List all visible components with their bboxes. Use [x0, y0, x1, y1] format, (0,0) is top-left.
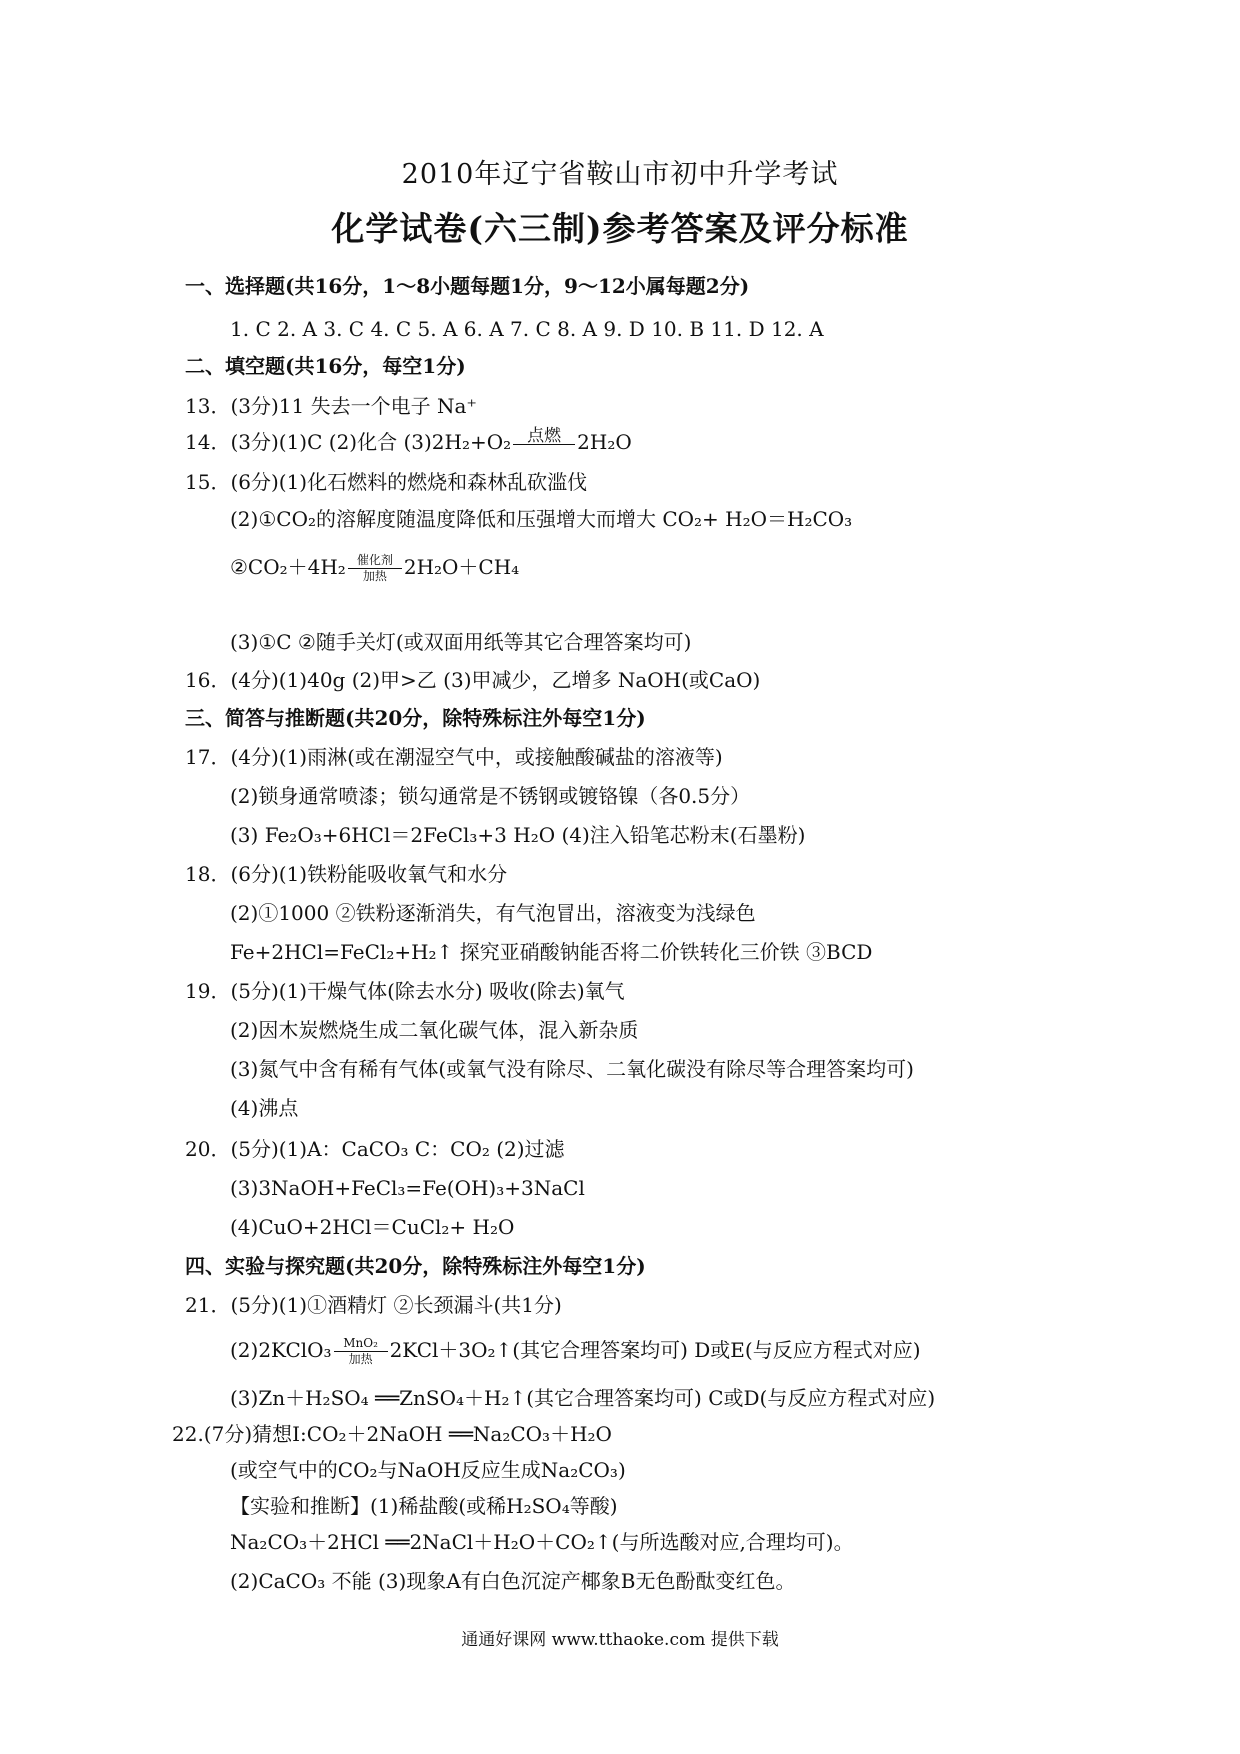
answer-19-part3: (3)氮气中含有稀有气体(或氧气没有除尽、二氧化碳没有除尽等合理答案均可) — [230, 1057, 914, 1081]
answer-22-part5: (2)CaCO₃ 不能 (3)现象A有白色沉淀产椰象B无色酚酞变红色。 — [230, 1569, 796, 1593]
answer-19-part1: 19．(5分)(1)干燥气体(除去水分) 吸收(除去)氧气 — [185, 979, 625, 1003]
answer-14-right: 2H₂O — [577, 430, 632, 454]
answer-18-part1: 18．(6分)(1)铁粉能吸收氧气和水分 — [185, 862, 508, 886]
answer-19-part2: (2)因木炭燃烧生成二氧化碳气体，混入新杂质 — [230, 1018, 639, 1042]
section-1-heading: 一、选择题(共16分，1～8小题每题1分，9～12小属每题2分) — [185, 274, 750, 298]
answer-15-part2: (2)①CO₂的溶解度随温度降低和压强增大而增大 CO₂+ H₂O＝H₂CO₃ — [230, 507, 853, 531]
reaction-condition — [334, 1337, 388, 1366]
section-2-heading: 二、填空题(共16分，每空1分) — [185, 354, 466, 378]
answer-15-equation — [230, 553, 519, 583]
section-3-heading: 三、简答与推断题(共20分，除特殊标注外每空1分) — [185, 706, 646, 730]
answer-21-part1: 21．(5分)(1)①酒精灯 ②长颈漏斗(共1分) — [185, 1293, 562, 1317]
answer-13: 13．(3分)11 失去一个电子 Na⁺ — [185, 394, 477, 418]
answer-22-part2: (或空气中的CO₂与NaOH反应生成Na₂CO₃) — [230, 1458, 626, 1482]
equation-right: 2H₂O＋CH₄ — [403, 555, 520, 579]
answer-17-part1: 17．(4分)(1)雨淋(或在潮湿空气中，或接触酸碱盐的溶液等) — [185, 745, 723, 769]
answer-14 — [185, 425, 632, 458]
answer-22-part4: Na₂CO₃＋2HCl ══2NaCl＋H₂O＋CO₂↑(与所选酸对应,合理均可)。 — [230, 1530, 854, 1554]
answer-18-part2: (2)①1000 ②铁粉逐渐消失，有气泡冒出，溶液变为浅绿色 — [230, 901, 756, 925]
section-4-heading: 四、实验与探究题(共20分，除特殊标注外每空1分) — [185, 1254, 646, 1278]
answer-22-part1: 22.(7分)猜想Ⅰ:CO₂＋2NaOH ══Na₂CO₃＋H₂O — [172, 1422, 612, 1446]
answer-18-part3: Fe+2HCl=FeCl₂+H₂↑ 探究亚硝酸钠能否将二价铁转化三价铁 ③BCD — [230, 940, 873, 964]
answer-19-part4: (4)沸点 — [230, 1096, 299, 1120]
answer-22-part3: 【实验和推断】(1)稀盐酸(或稀H₂SO₄等酸) — [230, 1494, 618, 1518]
exam-title: 2010年辽宁省鞍山市初中升学考试 — [401, 159, 839, 190]
answer-20-part3: (4)CuO+2HCl＝CuCl₂+ H₂O — [230, 1215, 515, 1239]
answer-15-part1: 15．(6分)(1)化石燃料的燃烧和森林乱砍滥伐 — [185, 470, 588, 494]
condition-catalyst: MnO₂ — [343, 1336, 378, 1350]
answer-key-title: 化学试卷(六三制)参考答案及评分标准 — [331, 209, 909, 248]
reaction-condition — [513, 425, 575, 458]
answer-20-part2: (3)3NaOH+FeCl₃=Fe(OH)₃+3NaCl — [230, 1176, 585, 1200]
answer-16: 16．(4分)(1)40g (2)甲>乙 (3)甲减少，乙增多 NaOH(或CaO) — [185, 668, 761, 692]
answer-17-part3: (3) Fe₂O₃+6HCl＝2FeCl₃+3 H₂O (4)注入铅笔芯粉末(石墨粉) — [230, 823, 806, 847]
answer-21-part3: (3)Zn＋H₂SO₄ ══ZnSO₄＋H₂↑(其它合理答案均可) C或D(与反应方程式对应) — [230, 1386, 936, 1410]
equation-right: 2KCl＋3O₂↑(其它合理答案均可) D或E(与反应方程式对应) — [389, 1338, 921, 1362]
answer-17-part2: (2)锁身通常喷漆；锁勾通常是不锈钢或镀铬镍（各0.5分） — [230, 784, 751, 808]
answer-21-part2 — [230, 1336, 921, 1366]
condition-heat: 加热 — [362, 569, 387, 583]
answer-20-part1: 20．(5分)(1)A：CaCO₃ C：CO₂ (2)过滤 — [185, 1137, 565, 1161]
equation-left: ②CO₂＋4H₂ — [230, 555, 346, 579]
choice-answers: 1. C 2. A 3. C 4. C 5. A 6. A 7. C 8. A 9. D 10. B 11. D 12. A — [230, 317, 824, 341]
answer-14-left: 14．(3分)(1)C (2)化合 (3)2H₂+O₂ — [185, 430, 512, 454]
condition-heat: 加热 — [348, 1352, 373, 1366]
condition-ignite: 点燃 — [527, 425, 562, 446]
reaction-condition — [348, 554, 402, 583]
page-footer: 通通好课网 www.tthaoke.com 提供下载 — [461, 1630, 779, 1650]
condition-catalyst: 催化剂 — [356, 553, 393, 567]
answer-15-part3: (3)①C ②随手关灯(或双面用纸等其它合理答案均可) — [230, 630, 692, 654]
equation-left: (2)2KClO₃ — [230, 1338, 332, 1362]
